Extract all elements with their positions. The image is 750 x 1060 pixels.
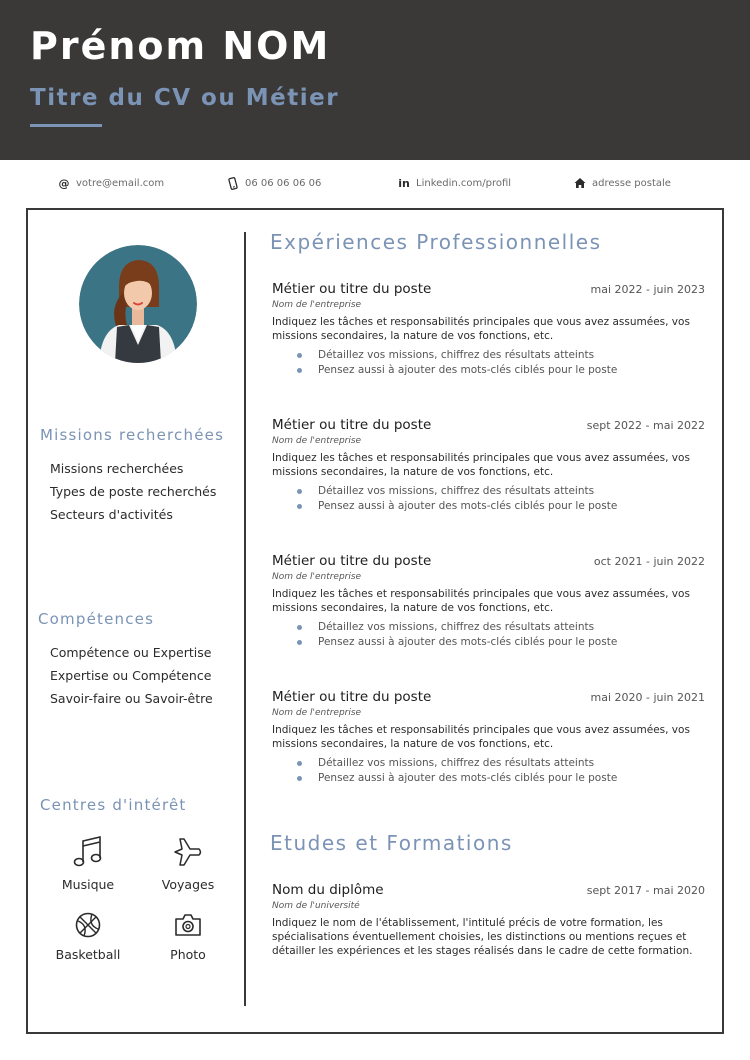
contact-address[interactable]: [573, 174, 671, 192]
list-item: Pensez aussi à ajouter des mots-clés ciblés pour le poste: [294, 499, 705, 514]
job-title: Métier ou titre du poste: [272, 689, 432, 705]
job-description: Indiquez les tâches et responsabilités principales que vous avez assumées, vos missions secondaires, la nature de vos fonctions, etc.: [272, 724, 690, 750]
job-bullets: [272, 756, 705, 785]
list-item: Savoir-faire ou Savoir-être: [50, 691, 213, 706]
list-item: Détaillez vos missions, chiffrez des résultats atteints: [294, 348, 705, 363]
job-description: Indiquez les tâches et responsabilités principales que vous avez assumées, vos missions secondaires, la nature de vos fonctions, etc.: [272, 452, 690, 478]
job-dates: mai 2020 - juin 2021: [590, 691, 705, 704]
job-dates: sept 2022 - mai 2022: [586, 419, 705, 432]
candidate-name: Prénom NOM: [30, 24, 331, 68]
interest-label: Musique: [61, 877, 115, 892]
contact-email[interactable]: [57, 174, 164, 192]
job-description: Indiquez les tâches et responsabilités principales que vous avez assumées, vos missions secondaires, la nature de vos fonctions, etc.: [272, 588, 690, 614]
interest-label: Photo: [170, 947, 206, 962]
job-bullets: [272, 484, 705, 513]
header-banner: [0, 0, 750, 160]
interest-photo: [143, 911, 233, 962]
degree-dates: sept 2017 - mai 2020: [586, 884, 705, 897]
phone-icon: [226, 176, 240, 190]
list-item: Types de poste recherchés: [50, 484, 217, 499]
interest-basketball: [43, 911, 133, 962]
job-title: Métier ou titre du poste: [272, 553, 432, 569]
experience-heading: Expériences Professionnelles: [270, 230, 602, 254]
camera-icon: [173, 911, 203, 939]
email-text: votre@email.com: [76, 177, 165, 189]
home-icon: [573, 176, 587, 190]
list-item: Secteurs d'activités: [50, 507, 173, 522]
job-dates: mai 2022 - juin 2023: [590, 283, 705, 296]
list-item: Compétence ou Expertise: [50, 645, 212, 660]
list-item: Détaillez vos missions, chiffrez des résultats atteints: [294, 620, 705, 635]
linkedin-text: Linkedin.com/profil: [416, 177, 512, 189]
skills-list: [50, 641, 213, 710]
company-name: Nom de l'entreprise: [272, 708, 362, 718]
missions-list: [50, 457, 216, 526]
experience-entry: [272, 281, 705, 377]
list-item: Pensez aussi à ajouter des mots-clés ciblés pour le poste: [294, 771, 705, 786]
contact-linkedin[interactable]: [397, 174, 511, 192]
linkedin-icon: in: [398, 176, 410, 190]
phone-text: 06 06 06 06 06: [245, 177, 322, 189]
contact-phone[interactable]: [226, 174, 321, 192]
degree-description: Indiquez le nom de l'établissement, l'intitulé précis de votre formation, les spécialisations éventuellement choisies, les distinctions ou mentions reçues et détailler les expériences et les stages réalisés dans le cadre de cette formation.: [272, 917, 693, 957]
company-name: Nom de l'entreprise: [272, 300, 362, 310]
experience-entry: [272, 689, 705, 785]
interest-travel: [143, 835, 233, 892]
interests-heading: Centres d'intérêt: [40, 796, 187, 814]
interest-music: [43, 835, 133, 892]
experience-entry: [272, 553, 705, 649]
title-underline: [30, 124, 102, 127]
column-divider: [244, 232, 246, 1006]
job-bullets: [272, 620, 705, 649]
cv-title: Titre du CV ou Métier: [30, 85, 340, 111]
at-icon: @: [58, 176, 70, 190]
degree-title: Nom du diplôme: [272, 882, 384, 898]
basketball-icon: [74, 911, 102, 939]
list-item: Missions recherchées: [50, 461, 184, 476]
list-item: Pensez aussi à ajouter des mots-clés ciblés pour le poste: [294, 635, 705, 650]
skills-heading: Compétences: [38, 610, 155, 628]
job-bullets: [272, 348, 705, 377]
company-name: Nom de l'entreprise: [272, 572, 362, 582]
job-dates: oct 2021 - juin 2022: [593, 555, 705, 568]
avatar: [79, 245, 197, 363]
job-title: Métier ou titre du poste: [272, 417, 432, 433]
list-item: Expertise ou Compétence: [50, 668, 212, 683]
education-entry: [272, 882, 705, 958]
interest-label: Voyages: [161, 877, 215, 892]
experience-entry: [272, 417, 705, 513]
list-item: Détaillez vos missions, chiffrez des résultats atteints: [294, 756, 705, 771]
list-item: Pensez aussi à ajouter des mots-clés ciblés pour le poste: [294, 363, 705, 378]
list-item: Détaillez vos missions, chiffrez des résultats atteints: [294, 484, 705, 499]
company-name: Nom de l'entreprise: [272, 436, 362, 446]
education-heading: Etudes et Formations: [270, 831, 513, 855]
airplane-icon: [172, 835, 204, 869]
interest-label: Basketball: [55, 947, 121, 962]
missions-heading: Missions recherchées: [40, 426, 225, 444]
school-name: Nom de l'université: [272, 901, 360, 911]
address-text: adresse postale: [592, 177, 671, 189]
job-title: Métier ou titre du poste: [272, 281, 432, 297]
job-description: Indiquez les tâches et responsabilités principales que vous avez assumées, vos missions secondaires, la nature de vos fonctions, etc.: [272, 316, 690, 342]
music-note-icon: [72, 835, 104, 869]
